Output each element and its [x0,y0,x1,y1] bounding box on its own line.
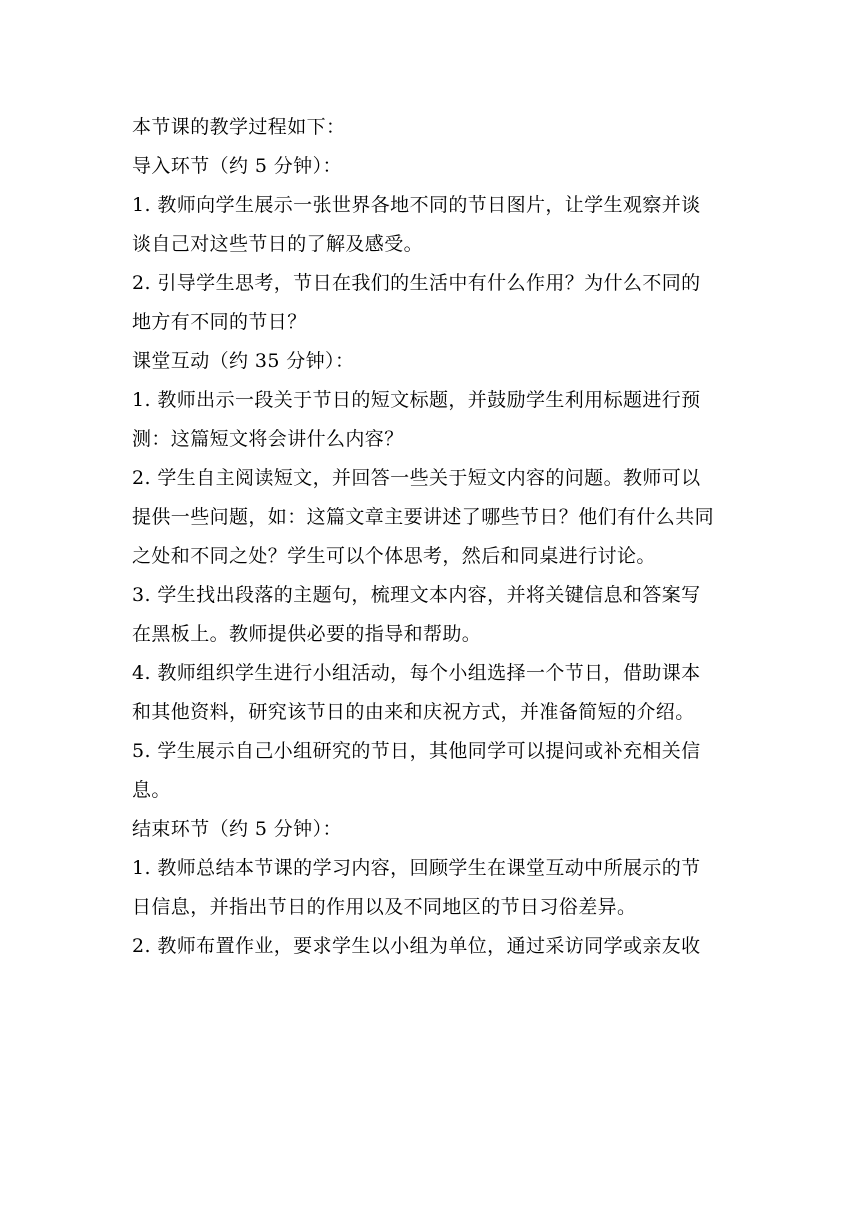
text-line: 在黑板上。教师提供必要的指导和帮助。 [132,623,482,645]
text-line: 2. 引导学生思考，节日在我们的生活中有什么作用？为什么不同的 [132,272,701,294]
section-heading-closing: 结束环节（约 5 分钟）： [132,818,342,840]
text-line: 1. 教师总结本节课的学习内容，回顾学生在课堂互动中所展示的节 [132,857,701,879]
section-heading-interaction: 课堂互动（约 35 分钟）： [132,350,355,372]
text-line: 之处和不同之处？学生可以个体思考，然后和同桌进行讨论。 [132,545,656,567]
text-line: 地方有不同的节日？ [132,311,307,333]
text-line: 息。 [132,779,171,801]
text-line: 谈自己对这些节日的了解及感受。 [132,233,424,255]
text-line: 日信息，并指出节日的作用以及不同地区的节日习俗差异。 [132,896,637,918]
text-line: 1. 教师出示一段关于节日的短文标题，并鼓励学生利用标题进行预 [132,389,701,411]
text-line: 2. 教师布置作业，要求学生以小组为单位，通过采访同学或亲友收 [132,935,701,957]
text-line: 1. 教师向学生展示一张世界各地不同的节日图片，让学生观察并谈 [132,194,701,216]
text-line: 提供一些问题，如：这篇文章主要讲述了哪些节日？他们有什么共同 [132,506,715,528]
text-line: 测：这篇短文将会讲什么内容？ [132,428,404,450]
text-line: 4. 教师组织学生进行小组活动，每个小组选择一个节日，借助课本 [132,662,701,684]
text-line: 2. 学生自主阅读短文，并回答一些关于短文内容的问题。教师可以 [132,467,701,489]
text-line: 和其他资料，研究该节日的由来和庆祝方式，并准备简短的介绍。 [132,701,695,723]
text-line: 3. 学生找出段落的主题句，梳理文本内容，并将关键信息和答案写 [132,584,701,606]
section-heading-intro: 导入环节（约 5 分钟）： [132,155,342,177]
document-body [132,108,730,966]
intro-line: 本节课的教学过程如下： [132,116,346,138]
text-line: 5. 学生展示自己小组研究的节日，其他同学可以提问或补充相关信 [132,740,701,762]
